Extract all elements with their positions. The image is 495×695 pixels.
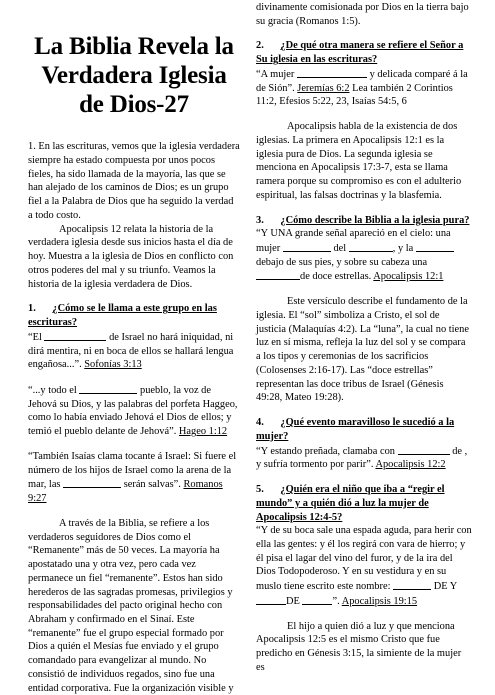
scripture-reference: Hageo 1:12 [178, 426, 228, 438]
page-title: La Biblia Revela la Verdadera Iglesia de Dios-27 [34, 33, 234, 118]
scripture-reference: Romanos 9:27 [28, 479, 223, 505]
verse-3: “También Isaías clama tocante á Israel: Si fuere el número de los hijos de Israel como la arena de la mar, las serán salvas”. Romanos 9:27 [28, 450, 237, 505]
intro-paragraph: 1. En las escrituras, vemos que la iglesia verdadera siempre ha estado compuesta por unos pocos fieles, ha sido llamada de la mayoría, las que se han alejado de los caminos de Dios; es un grupo fiel a la Palabra de Dios que ha seguido la verdad a todo costo. [28, 141, 240, 221]
verse-7: “Y de su boca sale una espada aguda, para herir con ella las gentes: y él los regirá con vara de hierro; y él pisa el lagar del vino del furor, y de la ira del Dios Todopoderoso. Y en su vestidura y en su muslo tiene escrito este nombre: DE Y DE ”. Apocalipsis 19:15 [256, 525, 472, 607]
fill-in-blank [398, 444, 450, 455]
left-column [28, 0, 240, 695]
scripture-reference: Sofonías 3:13 [84, 359, 142, 371]
right-column [256, 0, 472, 675]
question-4: 4. ¿Qué evento maravilloso le sucedió a la mujer? [256, 417, 455, 442]
verse-4: “A mujer y delicada comparé á la de Sión”. Jeremías 6:2 Lea también 2 Corintios 11:2, Efesios 5:22, 23, Isaías 54:5, 6 [256, 68, 468, 108]
verse-2: “...y todo el pueblo, la voz de Jehová su Dios, y las palabras del porfeta Haggeo, como lo había enviado Jehová el Dios de ellos; y temió el pueblo delante de Jehová”. Hageo 1:12 [28, 385, 238, 438]
paragraph: El hijo a quien dió a luz y que menciona Apocalipsis 12:5 es el mismo Cristo que fue predicho en Génesis 3:15, la simiente de la mujer es [256, 620, 462, 673]
fill-in-blank [256, 594, 286, 605]
fill-in-blank [79, 383, 137, 394]
fill-in-blank [44, 330, 106, 341]
scripture-reference: Apocalipsis 12:2 [375, 459, 446, 471]
question-3: 3. ¿Cómo describe la Biblia a la iglesia pura? [256, 214, 470, 226]
verse-6: “Y estando preñada, clamaba con de , y sufría tormento por parir”. Apocalipsis 12:2 [256, 445, 468, 471]
fill-in-blank [256, 269, 300, 280]
fill-in-blank [302, 594, 332, 605]
fill-in-blank [393, 579, 431, 590]
fill-in-blank [349, 241, 393, 252]
verse-1: “El de Israel no hará iniquidad, ni dirá mentira, ni en boca de ellos se hallará lengua engañosa...”. Sofonías 3:13 [28, 331, 234, 371]
question-5: 5. ¿Quién era el niño que iba a “regir el mundo” y a quién dió a luz la mujer de Apocalipsis 12:4-5? [256, 484, 445, 523]
question-1: 1. ¿Cómo se le llama a este grupo en las escrituras? [28, 303, 217, 329]
scripture-reference: Apocalipsis 19:15 [341, 595, 418, 607]
scripture-reference: Jeremías 6:2 [297, 82, 350, 94]
paragraph: Este versículo describe el fundamento de la iglesia. El “sol” simboliza a Cristo, el sol de justicia (Malaquías 4:2). La “luna”, la cual no tiene luz en sí misma, refleja la luz del sol y se compara a los tipos y ceremonias de los sacrificios (Colosenses 2:16-17). Las “doce estrellas” representan las doce tribus de Israel (Génesis 49:28, Mateo 19:28). [256, 296, 469, 404]
paragraph: A través de la Biblia, se refiere a los verdaderos seguidores de Dios como el “Remanente” más de 50 veces. La mayoría ha apostatado una y otra vez, pero cada vez permanece un fiel “remanente”. Estos han sido herederos de las sagradas promesas, privilegios y responsabilidades del pacto original hecho con Abraham y confirmado en el Sinaí. Este “remanente” fue el grupo especial formado por Dios a quién el Mesías fue enviado y el grupo comandado para evangelizar al mundo. No consistió de individuos regados, sino fue una entidad corporativa. Fue la organización visible y [28, 517, 234, 694]
verse-5: “Y UNA grande señal apareció en el cielo: una mujer del , y la debajo de sus pies, y sobre su cabeza una de doce estrellas. Apocalipsis 12:1 [256, 227, 472, 284]
paragraph-continued: divinamente comisionada por Dios en la tierra bajo su gracia (Romanos 1:5). [256, 2, 469, 27]
scripture-reference: Apocalipsis 12:1 [373, 271, 444, 283]
fill-in-blank [63, 477, 121, 488]
paragraph: Apocalipsis 12 relata la historia de la verdadera iglesia desde sus inicios hasta el día de hoy. Muestra a la iglesia de Dios en conflicto con otros poderes del mal y su triunfo. Veamos la historia de la iglesia verdadera de Dios. [28, 223, 234, 290]
question-2: 2. ¿De qué otra manera se refiere el Señor a Su iglesia en las escrituras? [256, 40, 464, 66]
fill-in-blank [416, 241, 454, 252]
paragraph: Apocalipsis habla de la existencia de dos iglesias. La primera en Apocalipsis 12:1 es la iglesia pura de Dios. La segunda iglesia se menciona en Apocalipsis 17:3-7, esta se llama ramera porque su compromiso es con el adulterio espiritual, las falsas doctrinas y la blasfemia. [256, 121, 462, 201]
fill-in-blank [283, 241, 331, 252]
fill-in-blank [297, 67, 367, 78]
